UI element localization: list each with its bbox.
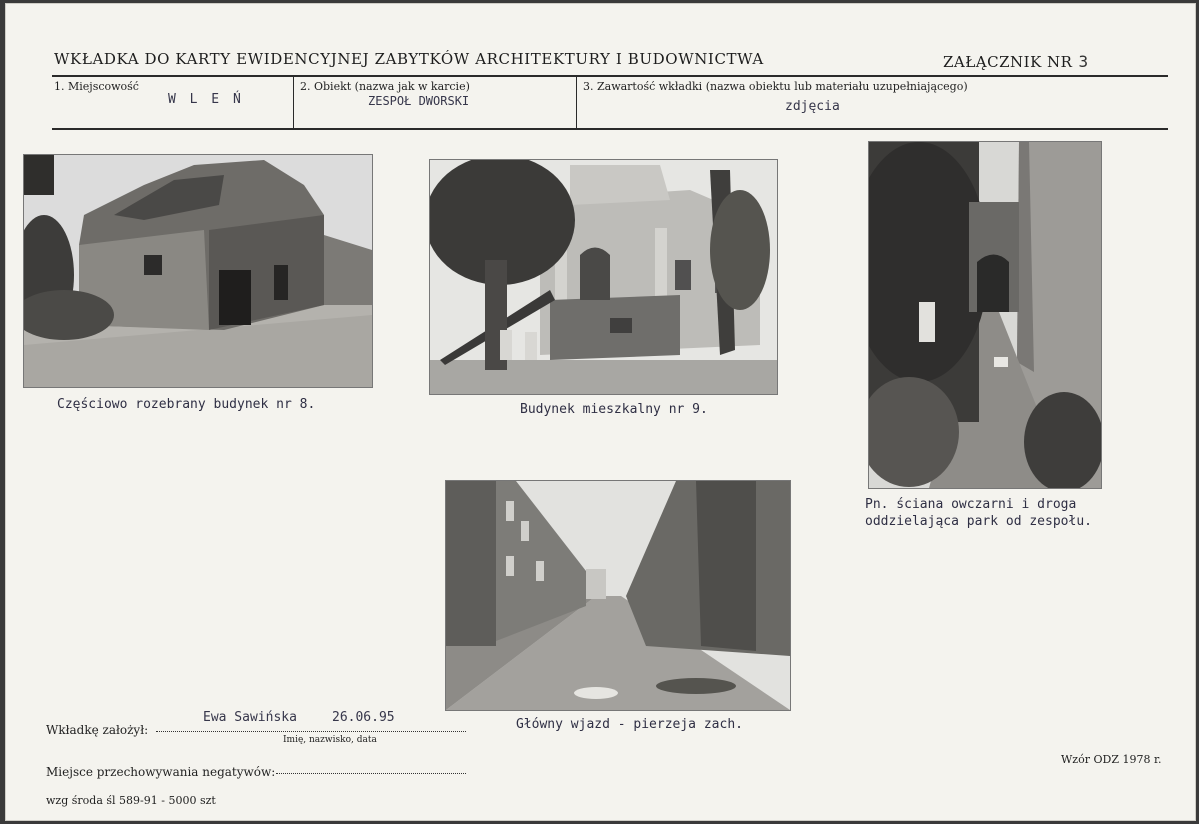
annex-number: 3 — [1078, 52, 1089, 71]
created-by-hint: Imię, nazwisko, data — [283, 735, 377, 745]
photo-sheepfold-wall-caption-line1: Pn. ściana owczarni i droga — [865, 497, 1077, 512]
created-by-label: Wkładkę założył: — [46, 723, 149, 737]
photo-demolished-building-image — [24, 155, 372, 387]
photo-residential-building-image — [430, 160, 777, 394]
print-note: wzg środa śl 589-91 - 5000 szt — [46, 794, 216, 807]
form-model: Wzór ODZ 1978 r. — [1061, 753, 1162, 766]
created-by-name: Ewa Sawińska — [203, 710, 297, 725]
photo-sheepfold-wall-image — [869, 142, 1101, 488]
contents-value: zdjęcia — [785, 99, 840, 114]
divider-1 — [293, 75, 294, 129]
locality-label: 1. Miejscowość — [54, 80, 139, 93]
photo-main-entrance-image — [446, 481, 790, 710]
negatives-location-label: Miejsce przechowywania negatywów: — [46, 765, 276, 779]
annex-label — [943, 52, 1089, 71]
top-rule — [52, 75, 1168, 77]
document-sheet — [6, 4, 1195, 820]
object-label: 2. Obiekt (nazwa jak w karcie) — [300, 80, 470, 93]
created-by-line — [156, 731, 466, 732]
photo-sheepfold-wall — [868, 141, 1102, 489]
contents-label: 3. Zawartość wkładki (nazwa obiektu lub materiału uzupełniającego) — [583, 80, 968, 93]
photo-demolished-building — [23, 154, 373, 388]
locality-value: W L E Ń — [168, 92, 244, 107]
annex-label-text: ZAŁĄCZNIK NR — [943, 53, 1073, 71]
photo-sheepfold-wall-caption-line2: oddzielająca park od zespołu. — [865, 514, 1092, 529]
photo-main-entrance — [445, 480, 791, 711]
photo-residential-building — [429, 159, 778, 395]
created-by-date: 26.06.95 — [332, 710, 395, 725]
photo-residential-building-caption: Budynek mieszkalny nr 9. — [520, 402, 708, 417]
document-title: WKŁADKA DO KARTY EWIDENCYJNEJ ZABYTKÓW ARCHITEKTURY I BUDOWNICTWA — [54, 50, 764, 68]
photo-demolished-building-caption: Częściowo rozebrany budynek nr 8. — [57, 397, 316, 412]
divider-2 — [576, 75, 577, 129]
bottom-rule — [52, 128, 1168, 130]
negatives-location-line — [276, 773, 466, 774]
photo-main-entrance-caption: Główny wjazd - pierzeja zach. — [516, 717, 743, 732]
object-value: ZESPOŁ DWORSKI — [368, 94, 470, 108]
